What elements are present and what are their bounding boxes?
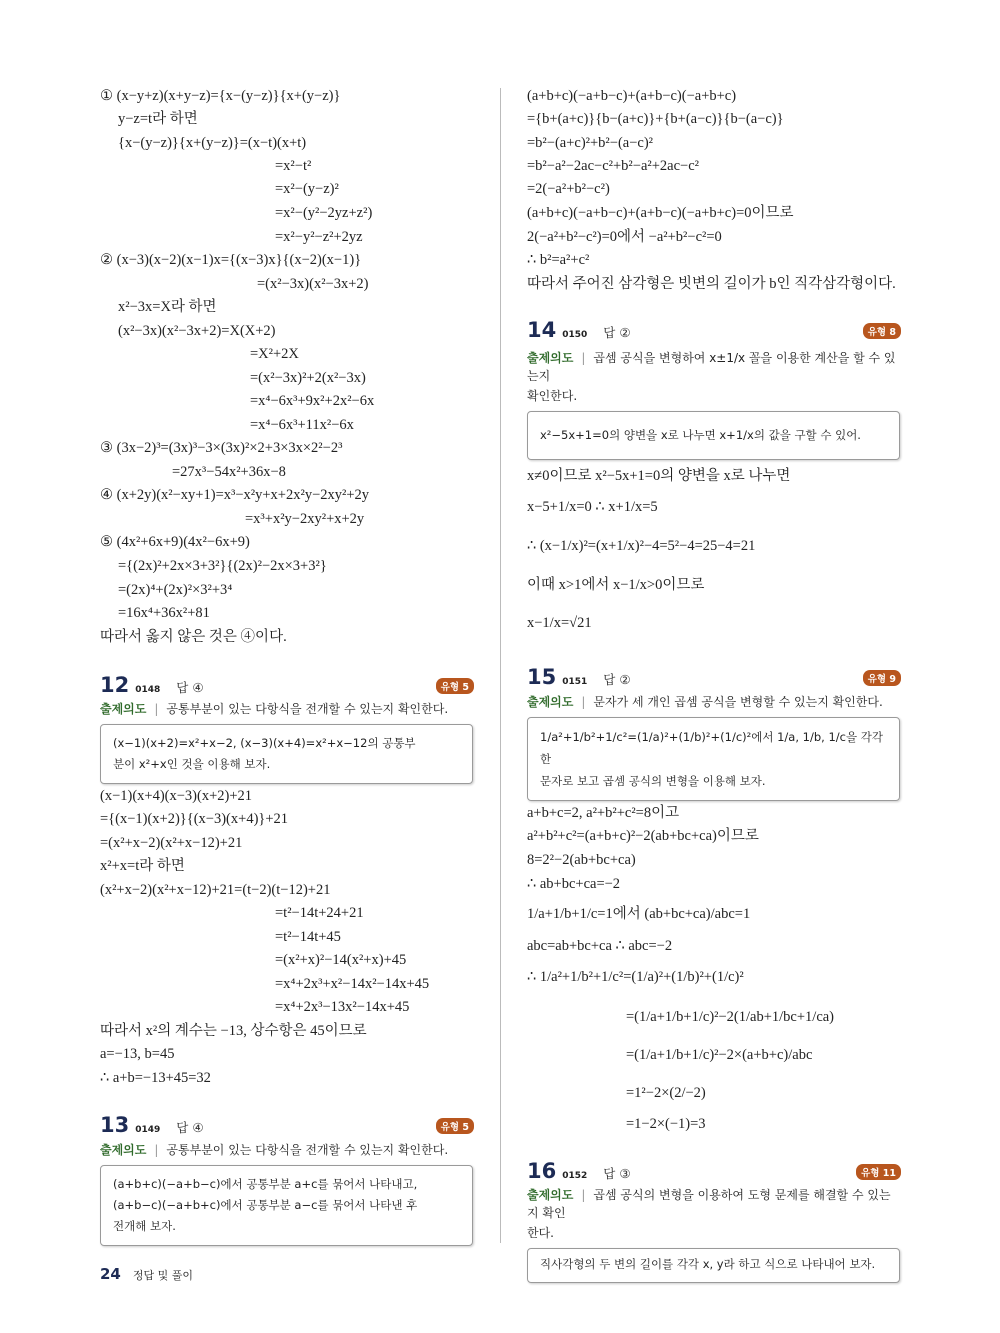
- math-line: =b²−(a+c)²+b²−(a−c)²: [527, 135, 654, 151]
- conclusion-text: 따라서 옳지 않은 것은 ④이다.: [100, 629, 287, 645]
- math-line: x²+x=t라 하면: [100, 858, 185, 874]
- type-badge: 유형 8: [863, 323, 901, 339]
- math-line: (x²−3x)(x²−3x+2)=X(X+2): [118, 323, 276, 339]
- hint-line: x²−5x+1=0의 양변을 x로 나누면 x+1/x의 값을 구할 수 있어.: [540, 428, 861, 442]
- problem-code: 0148: [135, 685, 161, 695]
- intent-tag: 출제의도: [527, 1188, 574, 1202]
- math-line: abc=ab+bc+ca ∴ abc=−2: [527, 938, 673, 954]
- conclusion-text: 따라서 주어진 삼각형은 빗변의 길이가 b인 직각삼각형이다.: [527, 276, 896, 292]
- intent-tag: 출제의도: [527, 351, 574, 365]
- hint-line: 1/a²+1/b²+1/c²=(1/a)²+(1/b)²+(1/c)²에서 1/a, 1/b, 1/c을 각각 한: [540, 730, 883, 766]
- problem-number: 16: [527, 1159, 557, 1183]
- math-line: 이때 x>1에서 x−1/x>0이므로: [527, 577, 705, 593]
- separator: |: [154, 1143, 159, 1157]
- problem-number: 14: [527, 318, 557, 342]
- math-line: =27x³−54x²+36x−8: [172, 464, 286, 480]
- hint-box: [527, 411, 900, 460]
- math-line: ∴ b²=a²+c²: [527, 252, 590, 268]
- math-line: ={(2x)²+2x×3+3²}{(2x)²−2x×3+3²}: [118, 558, 327, 574]
- problem-header: [527, 1159, 901, 1183]
- math-line: 1/a+1/b+1/c=1에서 (ab+bc+ca)/abc=1: [527, 906, 751, 922]
- math-line: =(2x)⁴+(2x)²×3²+3⁴: [118, 582, 233, 598]
- math-line: a+b+c=2, a²+b²+c²=8이고: [527, 805, 680, 821]
- math-line: =(1/a+1/b+1/c)²−2×(a+b+c)/abc: [626, 1047, 813, 1063]
- math-line: x≠0이므로 x²−5x+1=0의 양변을 x로 나누면: [527, 468, 791, 484]
- separator: |: [581, 351, 586, 365]
- math-line: a²+b²+c²=(a+b+c)²−2(ab+bc+ca)이므로: [527, 828, 759, 844]
- math-line: =x²−(y−z)²: [275, 181, 339, 197]
- intent-tag: 출제의도: [100, 702, 147, 716]
- math-line: =(x²−3x)²+2(x²−3x): [250, 370, 366, 386]
- conclusion-text: ∴ a+b=−13+45=32: [100, 1070, 211, 1086]
- hint-box: [527, 1248, 900, 1283]
- intent-tag: 출제의도: [527, 695, 574, 709]
- math-line: =t²−14t+24+21: [275, 905, 364, 921]
- intent-line: [527, 349, 902, 385]
- math-line: (x²+x−2)(x²+x−12)+21=(t−2)(t−12)+21: [100, 882, 331, 898]
- hint-line: 분이 x²+x인 것을 이용해 보자.: [113, 757, 271, 771]
- math-line: (a+b+c)(−a+b−c)+(a+b−c)(−a+b+c)=0이므로: [527, 205, 794, 221]
- hint-line: (x−1)(x+2)=x²+x−2, (x−3)(x+4)=x²+x−12의 공통부: [113, 736, 416, 750]
- math-line: =X²+2X: [250, 346, 299, 362]
- answer-label: 답 ②: [603, 672, 631, 687]
- math-line: ③ (3x−2)³=(3x)³−3×(3x)²×2+3×3x×2²−2³: [100, 440, 343, 456]
- hint-box: [100, 1165, 473, 1246]
- intent-line: [100, 1141, 448, 1159]
- math-line: x−5+1/x=0 ∴ x+1/x=5: [527, 499, 658, 515]
- problem-header: [100, 1113, 474, 1137]
- math-line: =x⁴−6x³+11x²−6x: [250, 417, 354, 433]
- math-line: =x²−(y²−2yz+z²): [275, 205, 373, 221]
- type-badge: 유형 9: [863, 670, 901, 686]
- math-line: ① (x−y+z)(x+y−z)={x−(y−z)}{x+(y−z)}: [100, 88, 341, 104]
- problem-number: 12: [100, 673, 130, 697]
- type-badge: 유형 5: [436, 1118, 474, 1134]
- column-divider: [500, 88, 501, 1243]
- intent-text: 곱셈 공식을 변형하여 x±1/x 꼴을 이용한 계산을 할 수 있는지: [527, 351, 896, 383]
- math-line: 따라서 x²의 계수는 −13, 상수항은 45이므로: [100, 1023, 367, 1039]
- math-line: 8=2²−2(ab+bc+ca): [527, 852, 636, 868]
- intent-line: [527, 693, 883, 711]
- math-line: =x⁴+2x³−13x²−14x+45: [275, 999, 410, 1015]
- math-line: (a+b+c)(−a+b−c)+(a+b−c)(−a+b+c): [527, 88, 737, 104]
- answer-label: 답 ④: [176, 680, 204, 695]
- type-badge: 유형 11: [856, 1164, 901, 1180]
- intent-tag: 출제의도: [100, 1143, 147, 1157]
- intent-text: 곱셈 공식의 변형을 이용하여 도형 문제를 해결할 수 있는지 확인: [527, 1188, 891, 1220]
- math-line: =x⁴−6x³+9x²+2x²−6x: [250, 393, 375, 409]
- math-line: =1²−2×(2/−2): [626, 1085, 706, 1101]
- math-line: =2(−a²+b²−c²): [527, 181, 610, 197]
- problem-code: 0152: [562, 1171, 588, 1181]
- math-line: =x³+x²y−2xy²+x+2y: [245, 511, 365, 527]
- problem-number: 13: [100, 1113, 130, 1137]
- page-footer: [100, 1265, 193, 1283]
- footer-title: 정답 및 풀이: [132, 1269, 193, 1282]
- math-line: =(x²+x−2)(x²+x−12)+21: [100, 835, 243, 851]
- math-line: x²−3x=X라 하면: [118, 299, 217, 315]
- math-line: ={b+(a+c)}{b−(a+c)}+{b+(a−c)}{b−(a−c)}: [527, 111, 784, 127]
- math-line: =16x⁴+36x²+81: [118, 605, 210, 621]
- math-line: ② (x−3)(x−2)(x−1)x={(x−3)x}{(x−2)(x−1)}: [100, 252, 362, 268]
- problem-code: 0150: [562, 330, 588, 340]
- math-line: ∴ 1/a²+1/b²+1/c²=(1/a)²+(1/b)²+(1/c)²: [527, 969, 744, 985]
- intent-line: [100, 700, 448, 718]
- math-line: =x²−y²−z²+2yz: [275, 229, 363, 245]
- math-line: {x−(y−z)}{x+(y−z)}=(x−t)(x+t): [118, 135, 307, 151]
- intent-text: 문자가 세 개인 곱셈 공식을 변형할 수 있는지 확인한다.: [593, 695, 883, 709]
- hint-line: 문자로 보고 곱셈 공식의 변형을 이용해 보자.: [540, 774, 766, 788]
- type-badge: 유형 5: [436, 678, 474, 694]
- problem-header: [527, 665, 901, 689]
- math-line: =t²−14t+45: [275, 929, 341, 945]
- math-line: ④ (x+2y)(x²−xy+1)=x³−x²y+x+2x²y−2xy²+2y: [100, 487, 370, 503]
- math-line: x−1/x=√21: [527, 615, 592, 631]
- math-line: =b²−a²−2ac−c²+b²−a²+2ac−c²: [527, 158, 699, 174]
- page-number: 24: [100, 1265, 121, 1283]
- hint-box: [527, 717, 900, 801]
- hint-line: (a+b+c)(−a+b−c)에서 공통부분 a+c를 묶어서 나타내고,: [113, 1177, 418, 1191]
- hint-line: (a+b−c)(−a+b+c)에서 공통부분 a−c를 묶어서 나타낸 후: [113, 1198, 418, 1212]
- problem-number: 15: [527, 665, 557, 689]
- math-line: ={(x−1)(x+2)}{(x−3)(x+4)}+21: [100, 811, 289, 827]
- hint-box: [100, 724, 473, 784]
- intent-text: 공통부분이 있는 다항식을 전개할 수 있는지 확인한다.: [166, 702, 449, 716]
- math-line: =x²−t²: [275, 158, 312, 174]
- intent-line: [527, 1186, 902, 1222]
- math-line: ∴ (x−1/x)²=(x+1/x)²−4=5²−4=25−4=21: [527, 538, 756, 554]
- math-line: ∴ ab+bc+ca=−2: [527, 876, 621, 892]
- math-line: =(x²−3x)(x²−3x+2): [257, 276, 369, 292]
- math-line: ⑤ (4x²+6x+9)(4x²−6x+9): [100, 534, 250, 550]
- math-line: a=−13, b=45: [100, 1046, 175, 1062]
- math-line: 2(−a²+b²−c²)=0에서 −a²+b²−c²=0: [527, 229, 722, 245]
- problem-header: [100, 673, 474, 697]
- math-line: =(x²+x)²−14(x²+x)+45: [275, 952, 407, 968]
- separator: |: [154, 702, 159, 716]
- problem-code: 0151: [562, 677, 588, 687]
- hint-line: 직사각형의 두 변의 길이를 각각 x, y라 하고 식으로 나타내어 보자.: [540, 1257, 876, 1271]
- separator: |: [581, 1188, 586, 1202]
- answer-label: 답 ④: [176, 1120, 204, 1135]
- intent-text: 확인한다.: [527, 389, 578, 403]
- answer-label: 답 ②: [603, 325, 631, 340]
- intent-text: 한다.: [527, 1226, 554, 1240]
- separator: |: [581, 695, 586, 709]
- intent-text: 공통부분이 있는 다항식을 전개할 수 있는지 확인한다.: [166, 1143, 449, 1157]
- math-line: =x⁴+2x³+x²−14x²−14x+45: [275, 976, 430, 992]
- hint-line: 전개해 보자.: [113, 1219, 176, 1233]
- math-line: =(1/a+1/b+1/c)²−2(1/ab+1/bc+1/ca): [626, 1009, 835, 1025]
- problem-code: 0149: [135, 1125, 161, 1135]
- problem-header: [527, 318, 901, 342]
- math-line: =1−2×(−1)=3: [626, 1116, 706, 1132]
- math-line: y−z=t라 하면: [118, 111, 198, 127]
- math-line: (x−1)(x+4)(x−3)(x+2)+21: [100, 788, 253, 804]
- answer-label: 답 ③: [603, 1166, 631, 1181]
